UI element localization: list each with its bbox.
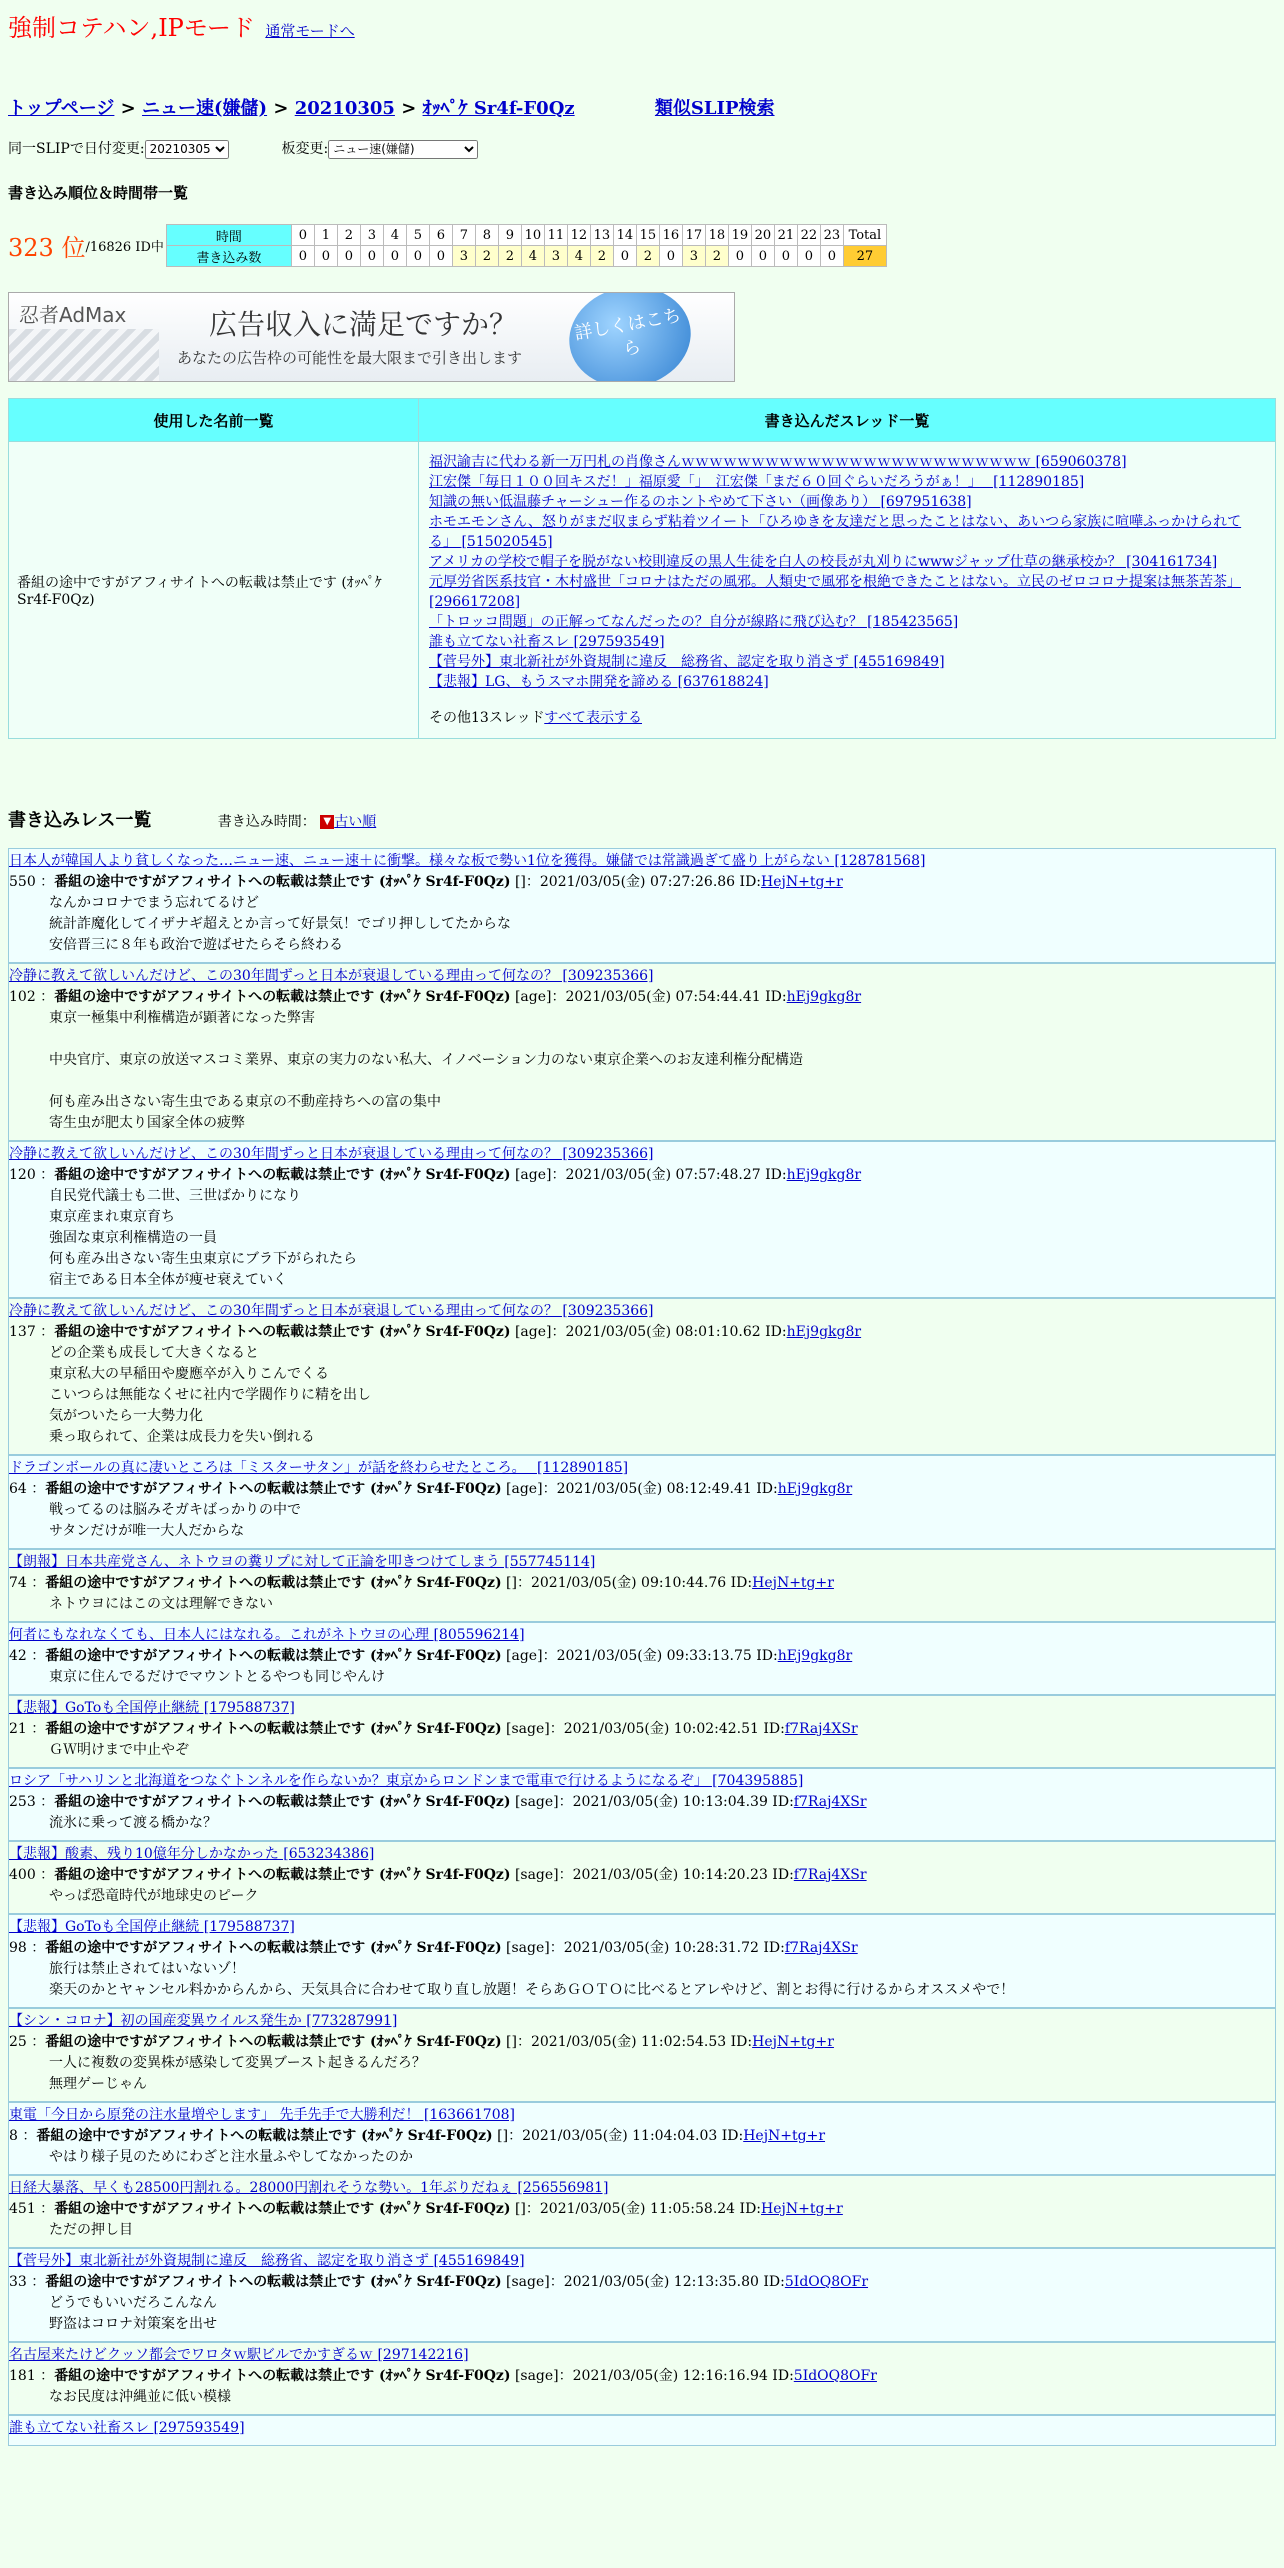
breadcrumb-date[interactable]: 20210305 [294,98,395,119]
post-meta: 25 ：番組の途中ですがアフィサイトへの転載は禁止です (ｵｯﾍﾟｹ Sr4f-F0Qz) []：2021/03/05(金) 11:02:54.53 ID:HejN+tg+r [9,2034,834,2050]
post-number: 21 [9,1721,27,1737]
post-date: 2021/03/05(金) 09:10:44.76 [530,1575,727,1591]
post-thread-link[interactable]: 【朗報】日本共産党さん、ネトウヨの糞リプに対して正論を叩きつけてしまう [557745114] [9,1554,596,1570]
post-date: 2021/03/05(金) 11:05:58.24 [539,2201,736,2217]
sort-down-icon: ▼ [320,815,334,829]
post-body-line: やはり様子見のためにわざと注水量ふやしてなかったのか [49,2149,413,2165]
post-number: 137 [9,1324,36,1340]
rank-total: /16826 ID中 [85,240,164,255]
count-cell: 3 [452,246,475,267]
post-body-line: やっぱ恐竜時代が地球史のピーク [49,1888,259,1904]
post-number: 64 [9,1481,27,1497]
post-date: 2021/03/05(金) 12:16:16.94 [572,2368,768,2384]
post-mail: [] [514,874,526,890]
post-date: 2021/03/05(金) 08:12:49.41 [556,1481,752,1497]
ad-details-badge[interactable]: 詳しくはこちら [561,292,699,382]
count-cell: 0 [774,246,797,267]
count-cell: 4 [521,246,544,267]
thread-link[interactable]: 「トロッコ問題」の正解ってなんだったの？自分が線路に飛び込む？ [185423565] [429,614,959,630]
post-body-line [49,1071,1275,1092]
board-change-label: 板変更: [281,141,329,157]
hour-cell: 2 [337,225,360,246]
post-number: 181 [9,2368,36,2384]
post-date: 2021/03/05(金) 10:14:20.23 [572,1867,768,1883]
hour-cell: 3 [360,225,383,246]
post-body-line: 流氷に乗って渡る橋かな？ [49,1815,217,1831]
post-author: 番組の途中ですがアフィサイトへの転載は禁止です (ｵｯﾍﾟｹ Sr4f-F0Qz) [45,1721,502,1737]
thread-link[interactable]: 【悲報】LG、もうスマホ開発を諦める [637618824] [429,674,769,690]
mode-header [8,8,355,43]
post-id-link[interactable]: HejN+tg+r [761,874,843,890]
post-thread-link[interactable]: 何者にもなれなくても、日本人にはなれる。これがネトウヨの心理 [805596214] [9,1627,525,1643]
count-cell: 3 [544,246,567,267]
post-date: 2021/03/05(金) 11:02:54.53 [530,2034,727,2050]
post-author: 番組の途中ですがアフィサイトへの転載は禁止です (ｵｯﾍﾟｹ Sr4f-F0Qz) [54,1324,511,1340]
hour-cell: 7 [452,225,475,246]
post-meta: 120 ：番組の途中ですがアフィサイトへの転載は禁止です (ｵｯﾍﾟｹ Sr4f-F0Qz) [age]：2021/03/05(金) 07:57:48.27 ID:hEj9gkg8r [9,1167,862,1183]
post-item [8,963,1276,1141]
post-body [9,893,1275,956]
post-body-line: どうでもいいだろこんなん [49,2295,217,2311]
hour-cell: 20 [751,225,774,246]
hour-cell: 14 [613,225,636,246]
post-item [8,1622,1276,1695]
advertisement-banner[interactable] [8,292,735,382]
post-thread-link[interactable]: 日本人が韓国人より貧しくなった…ニュー速、ニュー速＋に衝撃。様々な板で勢い1位を獲得。嫌儲では常識過ぎて盛り上がらない [128781568] [9,853,926,869]
count-cell: 0 [291,246,314,267]
count-cell: 0 [429,246,452,267]
post-author: 番組の途中ですがアフィサイトへの転載は禁止です (ｵｯﾍﾟｹ Sr4f-F0Qz) [45,1648,502,1664]
count-cell: 0 [728,246,751,267]
post-body-line: 何も産み出さない寄生虫である東京の不動産持ちへの富の集中 [49,1094,441,1110]
rank-section-title: 書き込み順位＆時間帯一覧 [8,184,189,202]
post-mail: [sage] [514,1867,559,1883]
count-cell: 2 [705,246,728,267]
post-item [8,1455,1276,1549]
thread-link[interactable]: 江宏傑「毎日１００回キスだ！」福原愛「」 江宏傑「まだ６０回ぐらいだろうがぁ！」 [112890185] [429,474,1085,490]
post-author: 番組の途中ですがアフィサイトへの転載は禁止です (ｵｯﾍﾟｹ Sr4f-F0Qz) [45,1481,502,1497]
post-mail: [age] [514,1324,552,1340]
post-meta: 8 ：番組の途中ですがアフィサイトへの転載は禁止です (ｵｯﾍﾟｹ Sr4f-F0Qz) []：2021/03/05(金) 11:04:04.03 ID:HejN+tg+r [9,2128,826,2144]
post-body-line: 旅行は禁止されてはいないゾ！ [49,1961,245,1977]
post-mail: [] [497,2128,509,2144]
post-id-link[interactable]: hEj9gkg8r [777,1481,853,1497]
hour-cell: 19 [728,225,751,246]
post-id-link[interactable]: HejN+tg+r [752,2034,834,2050]
hour-cell: 9 [498,225,521,246]
post-body [9,2220,1275,2241]
hour-cell: 21 [774,225,797,246]
count-cell: 0 [659,246,682,267]
show-all-threads-link[interactable]: すべて表示する [544,710,642,726]
post-thread-link[interactable]: 冷静に教えて欲しいんだけど、この30年間ずっと日本が衰退している理由って何なの？ [309235366] [9,968,654,984]
count-row-label: 書き込み数 [166,246,291,267]
post-item [8,1141,1276,1298]
post-body [9,2293,1275,2335]
post-id-link[interactable]: hEj9gkg8r [777,1648,853,1664]
count-cell: 2 [475,246,498,267]
thread-link[interactable]: ホモエモンさん、怒りがまだ収まらず粘着ツイート「ひろゆきを友達だと思ったことはない、あいつら家族に喧嘩ふっかけられてる」 [515020545] [429,514,1242,550]
hour-cell: 5 [406,225,429,246]
hour-cell: 8 [475,225,498,246]
ad-subtext: あなたの広告枠の可能性を最大限まで引き出します [177,349,523,367]
post-number: 74 [9,1575,27,1591]
post-meta: 74 ：番組の途中ですがアフィサイトへの転載は禁止です (ｵｯﾍﾟｹ Sr4f-F0Qz) []：2021/03/05(金) 09:10:44.76 ID:HejN+tg+r [9,1575,834,1591]
post-body [9,1186,1275,1291]
post-date: 2021/03/05(金) 10:13:04.39 [572,1794,768,1810]
post-item [8,1768,1276,1841]
post-date: 2021/03/05(金) 10:02:42.51 [563,1721,759,1737]
post-mail: [sage] [506,1721,550,1737]
post-meta: 181 ：番組の途中ですがアフィサイトへの転載は禁止です (ｵｯﾍﾟｹ Sr4f-F0Qz) [sage]：2021/03/05(金) 12:16:16.94 ID:5IdOQ8OFr [9,2368,877,2384]
post-meta: 253 ：番組の途中ですがアフィサイトへの転載は禁止です (ｵｯﾍﾟｹ Sr4f-F0Qz) [sage]：2021/03/05(金) 10:13:04.39 ID:f7Raj4XSr [9,1794,867,1810]
selector-bar [8,138,478,159]
count-cell: 0 [360,246,383,267]
post-item [8,1841,1276,1914]
post-number: 120 [9,1167,36,1183]
post-number: 400 [9,1867,36,1883]
count-cell: 2 [636,246,659,267]
post-id-link[interactable]: HejN+tg+r [743,2128,826,2144]
posts-title: 書き込みレス一覧 [8,810,152,831]
post-author: 番組の途中ですがアフィサイトへの転載は禁止です (ｵｯﾍﾟｹ Sr4f-F0Qz) [54,1794,511,1810]
post-body-line: サタンだけが唯一大人だからな [49,1523,245,1539]
post-thread-link[interactable]: 【悲報】GoToも全国停止継続 [179588737] [9,1919,295,1935]
post-author: 番組の途中ですがアフィサイトへの転載は禁止です (ｵｯﾍﾟｹ Sr4f-F0Qz) [54,1867,511,1883]
post-mail: [age] [514,1167,552,1183]
other-threads: その他13スレッドすべて表示する [429,710,642,726]
count-cell: 2 [498,246,521,267]
post-body-line: どの企業も成長して大きくなると [49,1345,259,1361]
hour-cell: 18 [705,225,728,246]
post-mail: [age] [506,1648,543,1664]
post-item [8,2248,1276,2342]
post-thread-link[interactable]: 東電「今日から原発の注水量増やします」 先手先手で大勝利だ！ [163661708] [9,2107,515,2123]
post-meta: 98 ：番組の途中ですがアフィサイトへの転載は禁止です (ｵｯﾍﾟｹ Sr4f-F0Qz) [sage]：2021/03/05(金) 10:28:31.72 ID:f7Raj4XSr [9,1940,858,1956]
post-id-link[interactable]: f7Raj4XSr [784,1940,858,1956]
breadcrumb-board[interactable]: ニュー速(嫌儲) [142,98,268,119]
post-body-line: 気がついたら一大勢力化 [49,1408,203,1424]
post-body-line: 乗っ取られて、企業は成長力を失い倒れる [49,1429,315,1445]
post-body [9,2147,1275,2168]
count-cell: 2 [590,246,613,267]
post-body [9,1959,1275,2001]
post-item [8,2008,1276,2102]
hour-cell: 6 [429,225,452,246]
post-meta: 64 ：番組の途中ですがアフィサイトへの転載は禁止です (ｵｯﾍﾟｹ Sr4f-F0Qz) [age]：2021/03/05(金) 08:12:49.41 ID:hEj9gkg8r [9,1481,853,1497]
post-author: 番組の途中ですがアフィサイトへの転載は禁止です (ｵｯﾍﾟｹ Sr4f-F0Qz) [54,2368,511,2384]
posts-header [8,806,376,832]
post-author: 番組の途中ですがアフィサイトへの転載は禁止です (ｵｯﾍﾟｹ Sr4f-F0Qz) [45,2034,502,2050]
post-meta: 33 ：番組の途中ですがアフィサイトへの転載は禁止です (ｵｯﾍﾟｹ Sr4f-F0Qz) [sage]：2021/03/05(金) 12:13:35.80 ID:5IdOQ8OFr [9,2274,869,2290]
post-thread-link[interactable]: 名古屋来たけどクッソ都会でワロタｗ駅ビルでかすぎるｗ [297142216] [9,2347,469,2363]
hour-cell: 1 [314,225,337,246]
rank-box [8,224,887,267]
post-thread-link[interactable]: 冷静に教えて欲しいんだけど、この30年間ずっと日本が衰退している理由って何なの？ [309235366] [9,1146,654,1162]
post-body-line: 一人に複数の変異株が感染して変異ブースト起きるんだろ？ [49,2055,426,2071]
post-author: 番組の途中ですがアフィサイトへの転載は禁止です (ｵｯﾍﾟｹ Sr4f-F0Qz) [54,874,511,890]
post-mail: [age] [514,989,552,1005]
post-thread-link[interactable]: 【悲報】GoToも全国停止継続 [179588737] [9,1700,295,1716]
board-select[interactable] [328,140,478,159]
count-cell: 0 [820,246,843,267]
post-body-line: 戦ってるのは脳みそガキばっかりの中で [49,1502,301,1518]
post-body-line: ネトウヨにはこの文は理解できない [49,1596,273,1612]
post-thread-link[interactable]: 日経大暴落、早くも28500円割れる。28000円割れそうな勢い。1年ぶりだねぇ [256556981] [9,2180,609,2196]
post-meta: 21 ：番組の途中ですがアフィサイトへの転載は禁止です (ｵｯﾍﾟｹ Sr4f-F0Qz) [sage]：2021/03/05(金) 10:02:42.51 ID:f7Raj4XSr [9,1721,858,1737]
post-body-line: 東京私大の早稲田や慶應卒が入りこんでくる [49,1366,329,1382]
date-change-label: 同一SLIPで日付変更: [8,141,145,157]
post-number: 102 [9,989,36,1005]
post-body-line: 東京一極集中利権構造が顕著になった弊害 [49,1010,315,1026]
thread-link[interactable]: アメリカの学校で帽子を脱がない校則違反の黒人生徒を白人の校長が丸刈りにwwwジャップ仕草の継承校か？ [304161734] [429,554,1218,570]
breadcrumb-top[interactable]: トップページ [8,98,115,119]
posts-list [8,848,1276,2446]
post-number: 253 [9,1794,36,1810]
post-body-line: 宿主である日本全体が痩せ衰えていく [49,1272,287,1288]
post-author: 番組の途中ですがアフィサイトへの転載は禁止です (ｵｯﾍﾟｹ Sr4f-F0Qz) [45,1940,502,1956]
post-id-link[interactable]: hEj9gkg8r [786,989,862,1005]
post-thread-link[interactable]: 冷静に教えて欲しいんだけど、この30年間ずっと日本が衰退している理由って何なの？ [309235366] [9,1303,654,1319]
post-meta: 102 ：番組の途中ですがアフィサイトへの転載は禁止です (ｵｯﾍﾟｹ Sr4f-F0Qz) [age]：2021/03/05(金) 07:54:44.41 ID:hEj9gkg8r [9,989,862,1005]
post-date: 2021/03/05(金) 07:27:26.86 [539,874,736,890]
post-author: 番組の途中ですがアフィサイトへの転載は禁止です (ｵｯﾍﾟｹ Sr4f-F0Qz) [54,1167,511,1183]
post-id-link[interactable]: f7Raj4XSr [784,1721,858,1737]
post-meta: 550 ：番組の途中ですがアフィサイトへの転載は禁止です (ｵｯﾍﾟｹ Sr4f-F0Qz) []：2021/03/05(金) 07:27:26.86 ID:HejN+tg+r [9,874,843,890]
post-item [8,848,1276,963]
thread-link[interactable]: 誰も立てない社畜スレ [297593549] [429,634,665,650]
post-item [8,1914,1276,2008]
count-cell: 0 [751,246,774,267]
sort-oldest-link[interactable]: 古い順 [334,814,377,830]
post-body [9,1343,1275,1448]
post-date: 2021/03/05(金) 11:04:04.03 [522,2128,718,2144]
used-name: 番組の途中ですがアフィサイトへの転載は禁止です (ｵｯﾍﾟｹ Sr4f-F0Qz) [9,442,419,739]
total-value: 27 [843,246,886,267]
thread-link[interactable]: 知識の無い低温藤チャーシュー作るのホントやめて下さい（画像あり） [697951638] [429,494,972,510]
count-cell: 0 [613,246,636,267]
post-thread-link[interactable]: 【悲報】酸素、残り10億年分しかなかった [653234386] [9,1846,375,1862]
post-author: 番組の途中ですがアフィサイトへの転載は禁止です (ｵｯﾍﾟｹ Sr4f-F0Qz) [45,1575,502,1591]
count-cell: 0 [337,246,360,267]
post-body-line: 統計詐魔化してイザナギ超えとか言って好景気！でゴリ押ししてたからな [49,916,511,932]
post-date: 2021/03/05(金) 09:33:13.75 [556,1648,752,1664]
hour-cell: 13 [590,225,613,246]
breadcrumb: トップページ > ニュー速(嫌儲) > 20210305 > ｵｯﾍﾟｹ Sr4f-F0Qz 類似SLIP検索 [8,98,775,119]
post-item [8,1695,1276,1768]
post-body-line: 何も産み出さない寄生虫東京にブラ下がられたら [49,1251,357,1267]
post-body-line: 中央官庁、東京の放送マスコミ業界、東京の実力のない私大、イノベーション力のない東京企業へのお友達利権分配構造 [49,1052,804,1068]
post-item [8,2415,1276,2446]
order-label: 書き込み時間： [217,814,316,830]
post-item [8,2102,1276,2175]
post-number: 451 [9,2201,36,2217]
post-body-line: 安倍晋三に８年も政治で遊ばせたらそら終わる [49,937,343,953]
post-thread-link[interactable]: ロシア「サハリンと北海道をつなぐトンネルを作らないか？東京からロンドンまで電車で行けるようになるぞ」 [704395885] [9,1773,804,1789]
post-mail: [] [506,2034,517,2050]
post-body-line: なお民度は沖縄並に低い模様 [49,2389,231,2405]
post-mail: [] [506,1575,517,1591]
post-mail: [sage] [514,2368,559,2384]
count-cell: 3 [682,246,705,267]
ad-headline: 広告収入に満足ですか？ [209,308,518,341]
post-thread-link[interactable]: 誰も立てない社畜スレ [297593549] [9,2420,245,2436]
post-mail: [sage] [514,1794,559,1810]
post-body-line: 無理ゲーじゃん [49,2076,147,2092]
rank-position: 323 位 [8,234,86,262]
post-item [8,2175,1276,2248]
post-body-line: こいつらは無能なくせに社内で学閥作りに精を出し [49,1387,371,1403]
hour-cell: 11 [544,225,567,246]
thread-link[interactable]: 元厚労省医系技官・木村盛世「コロナはただの風邪。人類史で風邪を根絶できたことはない。立民のゼロコロナ提案は無茶苦茶」 [296617208] [429,574,1241,610]
post-body-line: 野盗はコロナ対策案を出せ [49,2316,217,2332]
count-cell: 4 [567,246,590,267]
post-body [9,1008,1275,1134]
post-body-line: 強固な東京利権構造の一員 [49,1230,217,1246]
post-body-line: ただの押し目 [49,2222,133,2238]
post-mail: [sage] [506,1940,550,1956]
post-date: 2021/03/05(金) 07:54:44.41 [565,989,761,1005]
post-date: 2021/03/05(金) 12:13:35.80 [563,2274,759,2290]
post-number: 33 [9,2274,27,2290]
names-column-header: 使用した名前一覧 [9,399,419,442]
hour-cell: 12 [567,225,590,246]
breadcrumb-slip[interactable]: ｵｯﾍﾟｹ Sr4f-F0Qz [422,98,575,119]
post-number: 8 [9,2128,18,2144]
post-author: 番組の途中ですがアフィサイトへの転載は禁止です (ｵｯﾍﾟｹ Sr4f-F0Qz) [54,989,511,1005]
hour-cell: 0 [291,225,314,246]
post-mail: [sage] [506,2274,550,2290]
post-body-line: ＧＷ明けまで中止やぞ [49,1742,189,1758]
post-number: 42 [9,1648,27,1664]
post-body-line: なんかコロナでまう忘れてるけど [49,895,259,911]
post-id-link[interactable]: f7Raj4XSr [793,1794,867,1810]
post-mail: [age] [506,1481,543,1497]
post-body [9,1740,1275,1761]
post-id-link[interactable]: 5IdOQ8OFr [793,2368,877,2384]
post-body-line: 寄生虫が肥太り国家全体の疲弊 [49,1115,245,1131]
threads-column-header: 書き込んだスレッド一覧 [419,399,1276,442]
count-cell: 0 [383,246,406,267]
post-body-line [49,1029,1275,1050]
post-body [9,2053,1275,2095]
count-cell: 0 [314,246,337,267]
hour-cell: 22 [797,225,820,246]
hour-cell: 10 [521,225,544,246]
hour-cell: 23 [820,225,843,246]
hour-cell: 4 [383,225,406,246]
post-body [9,1813,1275,1834]
post-id-link[interactable]: 5IdOQ8OFr [784,2274,869,2290]
post-body [9,1667,1275,1688]
names-threads-table [8,398,1276,739]
post-body [9,1500,1275,1542]
post-meta: 451 ：番組の途中ですがアフィサイトへの転載は禁止です (ｵｯﾍﾟｹ Sr4f-F0Qz) []：2021/03/05(金) 11:05:58.24 ID:HejN+tg+r [9,2201,843,2217]
post-author: 番組の途中ですがアフィサイトへの転載は禁止です (ｵｯﾍﾟｹ Sr4f-F0Qz) [36,2128,493,2144]
normal-mode-link[interactable]: 通常モードへ [265,22,355,40]
post-id-link[interactable]: f7Raj4XSr [793,1867,867,1883]
post-number: 550 [9,874,36,890]
post-item [8,2342,1276,2415]
post-body-line: 自民党代議士も二世、三世ばかりになり [49,1188,301,1204]
thread-list [429,452,1265,692]
post-item [8,1549,1276,1622]
post-id-link[interactable]: HejN+tg+r [752,1575,834,1591]
total-label: Total [843,225,886,246]
post-meta: 137 ：番組の途中ですがアフィサイトへの転載は禁止です (ｵｯﾍﾟｹ Sr4f-F0Qz) [age]：2021/03/05(金) 08:01:10.62 ID:hEj9gkg8r [9,1324,862,1340]
hour-cell: 15 [636,225,659,246]
count-cell: 0 [406,246,429,267]
count-cell: 0 [797,246,820,267]
thread-link[interactable]: 福沢諭吉に代わる新一万円札の肖像さんｗｗｗｗｗｗｗｗｗｗｗｗｗｗｗｗｗｗｗｗｗｗｗｗｗ [659060378] [429,454,1127,470]
post-body [9,1886,1275,1907]
post-date: 2021/03/05(金) 07:57:48.27 [565,1167,761,1183]
post-thread-link[interactable]: 【菅号外】東北新社が外資規制に違反 総務省、認定を取り消さず [455169849] [9,2253,525,2269]
post-thread-link[interactable]: 【シン・コロナ】初の国産変異ウイルス発生か [773287991] [9,2013,398,2029]
post-date: 2021/03/05(金) 08:01:10.62 [565,1324,761,1340]
post-thread-link[interactable]: ドラゴンボールの真に凄いところは「ミスターサタン」が話を終わらせたところ。 [112890185] [9,1460,629,1476]
post-item [8,1298,1276,1455]
hour-cell: 17 [682,225,705,246]
mode-title: 強制コテハン,IPモード [8,14,255,42]
thread-link[interactable]: 【菅号外】東北新社が外資規制に違反 総務省、認定を取り消さず [455169849] [429,654,945,670]
post-number: 98 [9,1940,27,1956]
post-body-line: 楽天のかとヤャンセル料かからんから、天気具合に合わせて取り直し放題！そらあＧＯＴＯに比べるとアレやけど、割とお得に行けるからオススメやで！ [49,1982,1015,1998]
post-author: 番組の途中ですがアフィサイトへの転載は禁止です (ｵｯﾍﾟｹ Sr4f-F0Qz) [54,2201,511,2217]
date-select[interactable] [145,140,229,159]
post-body [9,1594,1275,1615]
post-id-link[interactable]: hEj9gkg8r [786,1324,862,1340]
post-meta: 42 ：番組の途中ですがアフィサイトへの転載は禁止です (ｵｯﾍﾟｹ Sr4f-F0Qz) [age]：2021/03/05(金) 09:33:13.75 ID:hEj9gkg8r [9,1648,853,1664]
post-body-line: 東京産まれ東京育ち [49,1209,175,1225]
post-id-link[interactable]: hEj9gkg8r [786,1167,862,1183]
post-number: 25 [9,2034,27,2050]
post-body [9,2387,1275,2408]
post-mail: [] [514,2201,526,2217]
post-body-line: 東京に住んでるだけでマウントとるやつも同じやんけ [49,1669,385,1685]
hour-row-label: 時間 [166,225,291,246]
similar-slip-search-link[interactable]: 類似SLIP検索 [654,98,775,119]
hourly-post-table [166,224,887,267]
ad-logo: 忍者AdMax [19,303,127,327]
post-date: 2021/03/05(金) 10:28:31.72 [563,1940,759,1956]
post-author: 番組の途中ですがアフィサイトへの転載は禁止です (ｵｯﾍﾟｹ Sr4f-F0Qz) [45,2274,502,2290]
post-meta: 400 ：番組の途中ですがアフィサイトへの転載は禁止です (ｵｯﾍﾟｹ Sr4f-F0Qz) [sage]：2021/03/05(金) 10:14:20.23 ID:f7Raj4XSr [9,1867,867,1883]
post-id-link[interactable]: HejN+tg+r [761,2201,843,2217]
hour-cell: 16 [659,225,682,246]
